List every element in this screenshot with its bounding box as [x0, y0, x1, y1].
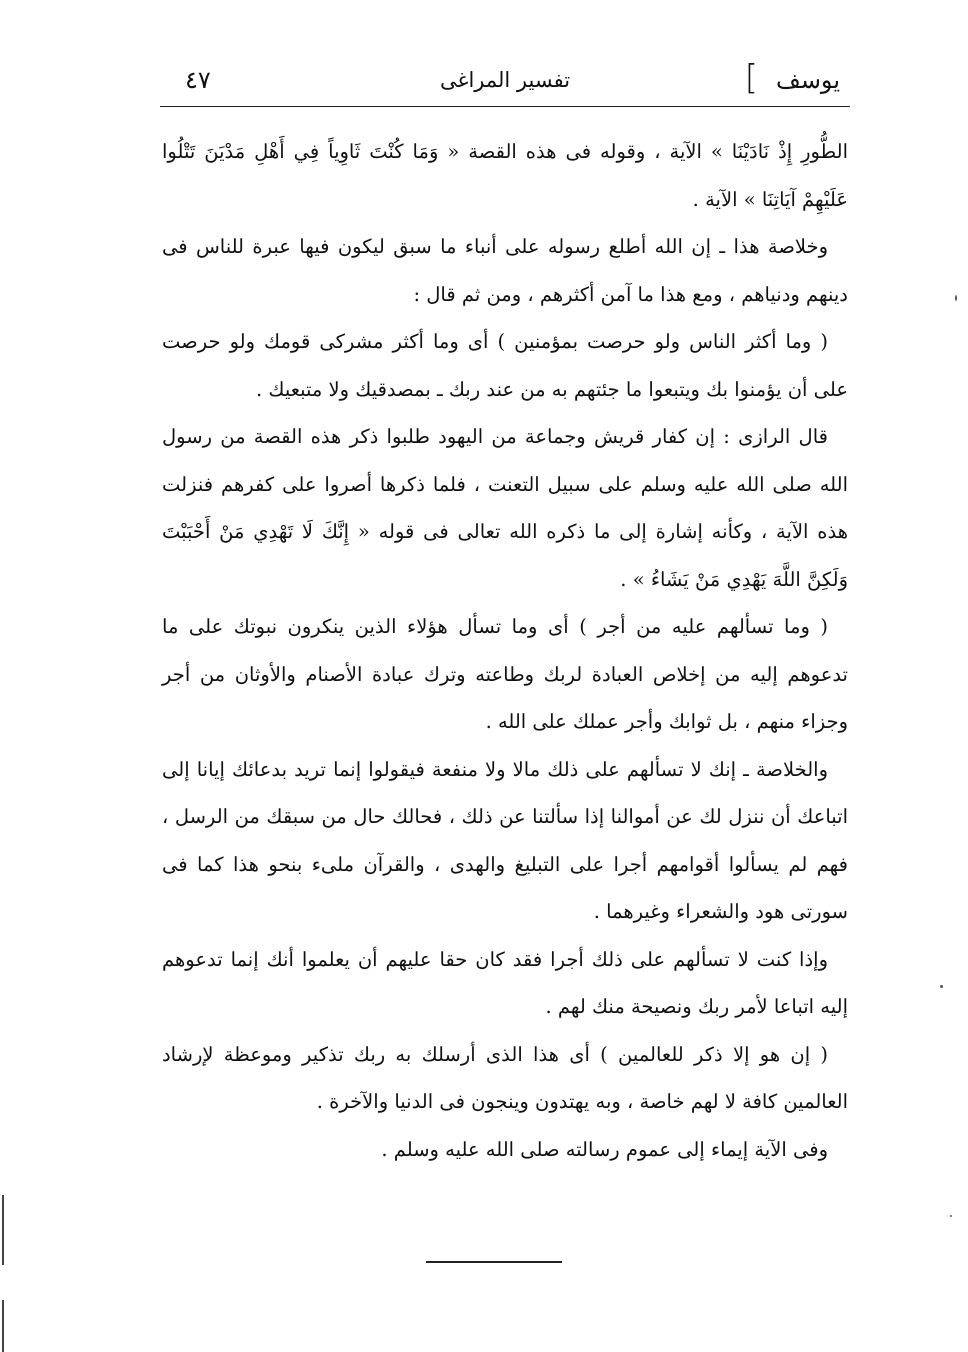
- surah-name: يوسف: [775, 66, 840, 94]
- paragraph-7: وإذا كنت لا تسألهم على ذلك أجرا فقد كان حقا عليهم أن يعلموا أنك إنما تدعوهم إليه اتباعا لأمر ربك ونصيحة منك لهم .: [162, 947, 848, 1018]
- paragraph-2: وخلاصة هذا ـ إن الله أطلع رسوله على أنباء ما سبق ليكون فيها عبرة للناس فى دينهم ودنياهم ، ومع هذا ما آمن أكثرهم ، ومن ثم قال :: [162, 235, 848, 306]
- paragraph-6: والخلاصة ـ إنك لا تسألهم على ذلك مالا ولا منفعة فيقولوا إنما تريد بدعائك إيانا إلى اتباعك أن ننزل لك عن أموالنا إذا سألتنا عن ذلك ، فحالك حال من سبقك من الرسل ، فهم لم يسألوا أقوامهم أجرا على التبليغ والهدى ، والقرآن ملىء بنحو هذا كما فى سورتى هود والشعراء وغيرهما .: [162, 757, 848, 923]
- book-title: تفسير المراغى: [439, 68, 571, 92]
- page-number: ٤٧: [185, 66, 211, 94]
- header-rule: [160, 106, 850, 107]
- paragraph-1: الطُّورِ إِذْ نَادَيْنَا » الآية ، وقوله فى هذه القصة « وَمَا كُنْتَ ثَاوِياً فِي أَهْلِ مَدْيَنَ تَتْلُوا عَلَيْهِمْ آيَاتِنَا » الآية .: [162, 140, 848, 211]
- scan-speck: [940, 985, 943, 988]
- paragraph-4: قال الرازى : إن كفار قريش وجماعة من اليهود طلبوا ذكر هذه القصة من رسول الله صلى الله عليه وسلم على سبيل التعنت ، فلما ذكرها أصروا على كفرهم فنزلت هذه الآية ، وكأنه إشارة إلى ما ذكره الله تعالى فى قوله « إِنَّكَ لَا تَهْدِي مَنْ أَحْبَبْتَ وَلَكِنَّ اللَّهَ يَهْدِي مَنْ يَشَاءُ » .: [162, 425, 848, 591]
- header-bracket: ]: [744, 58, 758, 98]
- body-text: [162, 128, 848, 1173]
- paragraph-3: ( وما أكثر الناس ولو حرصت بمؤمنين ) أى وما أكثر مشركى قومك ولو حرصت على أن يؤمنوا بك ويتبعوا ما جئتهم به من عند ربك ـ بمصدقيك ولا متبعيك .: [162, 330, 848, 401]
- paragraph-5: ( وما تسألهم عليه من أجر ) أى وما تسأل هؤلاء الذين ينكرون نبوتك على ما تدعوهم إليه من إخلاص العبادة لربك وطاعته وترك عبادة الأصنام والأوثان من أجر وجزاء منهم ، بل ثوابك وأجر عملك على الله .: [162, 615, 848, 733]
- paragraph-9: وفى الآية إيماء إلى عموم رسالته صلى الله عليه وسلم .: [381, 1137, 828, 1161]
- end-rule: [426, 1261, 562, 1263]
- scan-speck: [950, 1215, 952, 1217]
- scan-speck: [955, 295, 957, 301]
- page-header: [160, 58, 850, 108]
- scan-edge-mark: [2, 1300, 4, 1352]
- paragraph-8: ( إن هو إلا ذكر للعالمين ) أى هذا الذى أرسلك به ربك تذكير وموعظة لإرشاد العالمين كافة لا لهم خاصة ، وبه يهتدون وينجون فى الدنيا والآخرة .: [162, 1042, 848, 1113]
- scan-edge-mark: [2, 1195, 4, 1265]
